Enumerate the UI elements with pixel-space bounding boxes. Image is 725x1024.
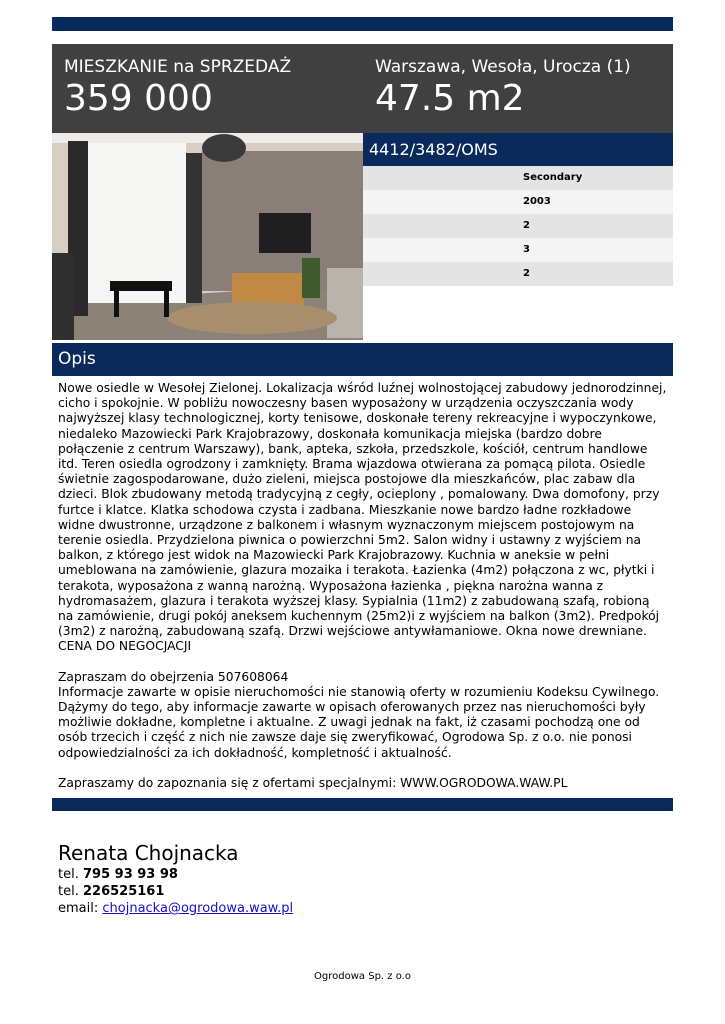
description-paragraph: CENA DO NEGOCJACJI (58, 639, 192, 654)
spacer (58, 761, 668, 776)
price: 359 000 (64, 78, 213, 119)
bottom-divider-bar (52, 798, 673, 811)
disclaimer-paragraph: Informacje zawarte w opisie nieruchomości nie stanowią oferty w rozumieniu Kodeksu Cywilnego. Dążymy do tego, aby informacje zawarte w opisach oferowanych przez nas nieruchomości były możliwie dokładne, kompletne i aktualne. Z uwagi jednak na fakt, iż czasami pochodzą one od osób trzecich i część z nich nie zawsze daje się zweryfikować, Ogrodowa Sp. z o.o. nie ponosi odpowiedzialności za ich dokładność, kompletność i aktualność. (58, 684, 660, 760)
top-divider-bar (52, 17, 673, 31)
apartment-interior-photo (52, 133, 363, 340)
location: Warszawa, Wesoła, Urocza (1) (375, 57, 631, 77)
listing-header (52, 44, 673, 133)
details-table (363, 166, 673, 286)
header-left (64, 56, 291, 120)
description-heading: Opis (52, 343, 673, 376)
property-type-label: MIESZKANIE na SPRZEDAŻ (64, 57, 292, 77)
detail-floor: 3 (363, 238, 673, 262)
reference-number: 4412/3482/OMS (363, 133, 673, 166)
agent-phone-1 (58, 866, 293, 883)
phone-label: tel. (58, 884, 79, 899)
special-offers-paragraph: Zapraszamy do zapoznania się z ofertami specjalnymi: WWW.OGRODOWA.WAW.PL (58, 775, 568, 790)
detail-market-type: Secondary (363, 166, 673, 190)
description-paragraph: Zapraszam do obejrzenia 507608064 (58, 669, 289, 684)
detail-floors-total: 2 (363, 262, 673, 286)
description-paragraph: Nowe osiedle w Wesołej Zielonej. Lokalizacja wśród luźnej wolnostojącej zabudowy jednorodzinnej, cicho i spokojnie. W pobliżu nowoczesny basen wyposażony w urządzenia oczyszczania wody najwyższej klasy technologicznej, korty tenisowe, doskonałe tereny rekreacyjne i wypoczynkowe, niedaleko Mazowiecki Park Krajobrazowy, doskonała komunikacja miejska (bardzo dobre połączenie z centrum Warszawy), bank, apteka, szkoła, przedszkole, kościół, centrum handlowe itd. Teren osiedla ogrodzony i zamknięty. Brama wjazdowa otwierana za pomącą pilota. Osiedle świetnie zagospodarowane, dużo zieleni, miejsca postojowe dla mieszkańców, plac zabaw dla dzieci. Blok zbudowany metodą tradycyjną z cegły, ocieplony , pomalowany. Dwa domofony, przy furtce i klatce. Klatka schodowa czysta i zadbana. Mieszkanie nowe bardzo ładne rozkładowe widne dwustronne, urządzone z balkonem i własnym wyznaczonym miejscem postojowym na terenie osiedla. Przydzielona piwnica o powierzchni 5m2. Salon widny i ustawny z wyjściem na balkon, z którego jest widok na Mazowiecki Park Krajobrazowy. Kuchnia w aneksie w pełni umeblowana na zamówienie, glazura mozaika i terakota. Łazienka (4m2) połączona z wc, płytki i terakota, wyposażona z wanną narożną. Wyposażona łazienka , piękna narożna wanna z hydromasażem, glazura i terakota wyższej klasy. Sypialnia (11m2) z zabudowaną szafą, robioną na zamówienie, drugi pokój aneksem kuchennym (25m2)i z wyjściem na balkon (3m2). Predpokój (3m2) z narożną, zabudowaną szafą. Drzwi wejściowe antywłamaniowe. Okna nowe drewniane. (58, 381, 667, 639)
footer-company: Ogrodowa Sp. z o.o (314, 971, 411, 982)
spacer (58, 655, 668, 670)
detail-build-year: 2003 (363, 190, 673, 214)
email-link[interactable]: chojnacka@ogrodowa.waw.pl (102, 901, 294, 916)
agent-email (58, 900, 293, 917)
detail-rooms: 2 (363, 214, 673, 238)
agent-phone-2 (58, 883, 293, 900)
email-label: email: (58, 901, 99, 916)
agent-contact (58, 840, 293, 917)
photo-illustration (52, 133, 363, 340)
agent-name: Renata Chojnacka (58, 841, 239, 865)
phone-label: tel. (58, 867, 79, 882)
header-right (375, 56, 631, 120)
phone-number: 795 93 93 98 (82, 867, 178, 882)
phone-number: 226525161 (82, 884, 165, 899)
description-body (58, 381, 668, 791)
area: 47.5 m2 (375, 78, 525, 119)
